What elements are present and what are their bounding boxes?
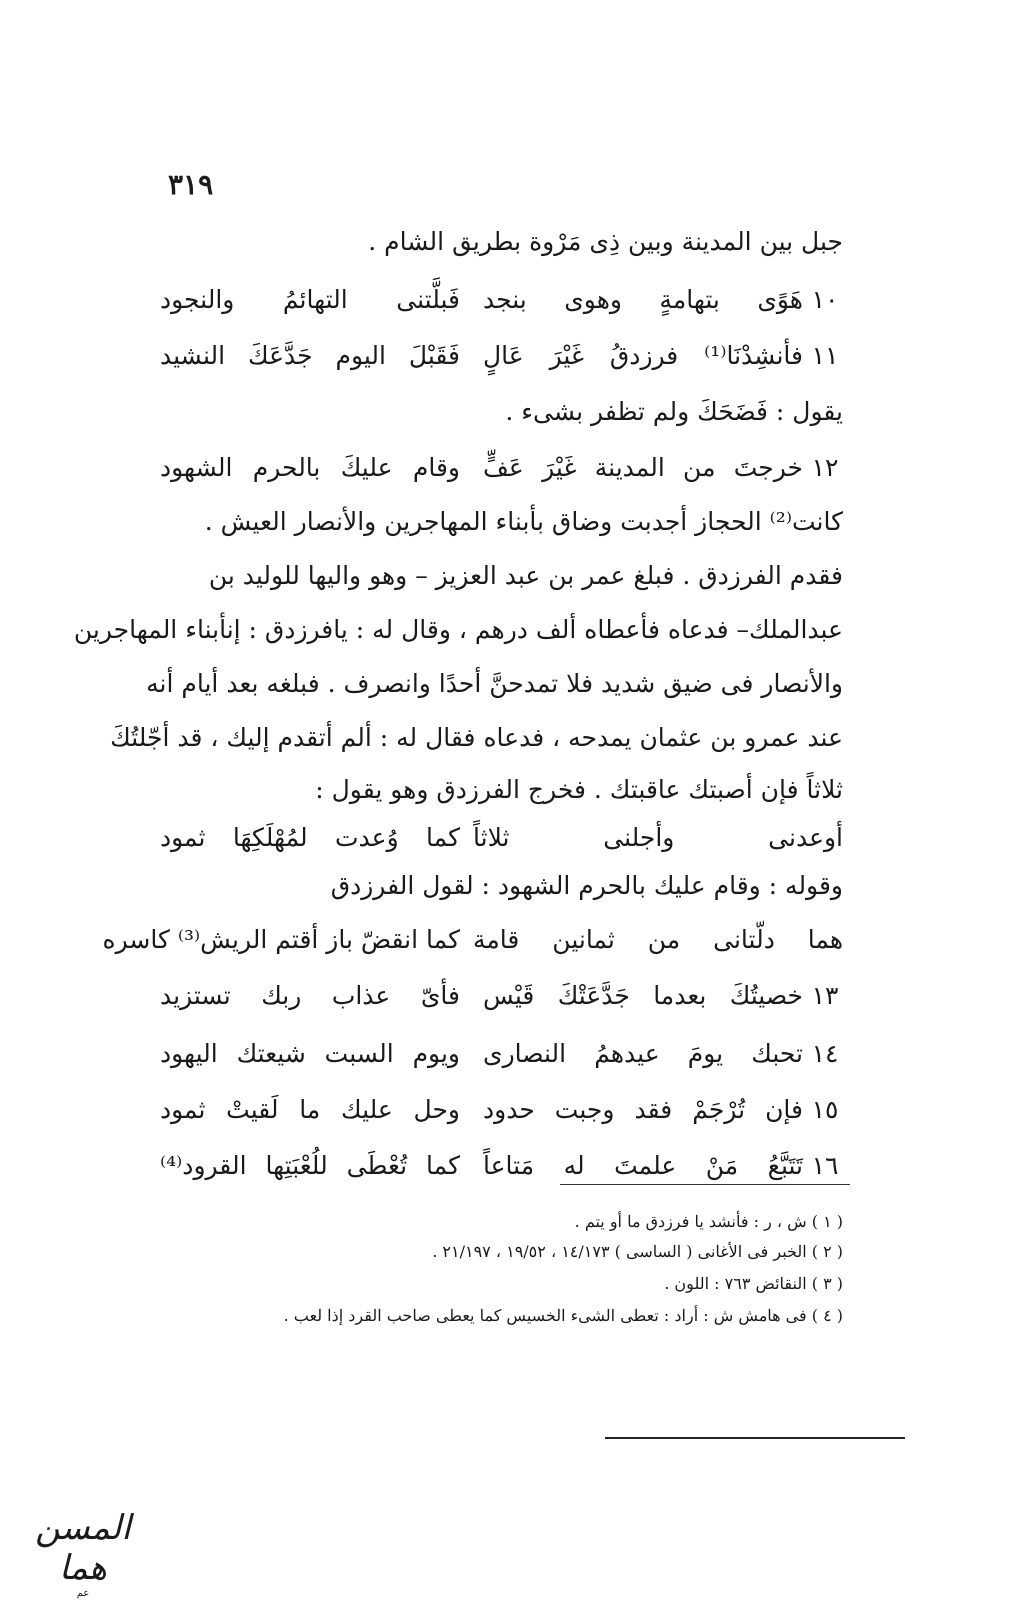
verse-first-hemistich: خرجتَ من المدينة غَيْرَ عَفٍّ [483, 453, 803, 482]
verse-second-hemistich: فأىّ عذاب ربك تستزيد [160, 981, 460, 1010]
verse-number: ١٠ [811, 285, 839, 314]
prose-line: يقول : فَضَحَكَ ولم تظفر بشىء . [505, 397, 843, 426]
verse-first-hemistich: خصيتُكَ بعدما جَدَّعَتْكَ قَيْس [483, 981, 803, 1010]
verse-first-hemistich: تحبك يومَ عيدهمُ النصارى [483, 1039, 803, 1068]
prose-line: والأنصار فى ضيق شديد فلا تمدحنَّ أحدًا وانصرف . فبلغه بعد أيام أنه [146, 669, 843, 698]
verse-first-hemistich: تَتَبَّعُ مَنْ علمتَ له مَتاعاً [483, 1151, 803, 1180]
verse-first-hemistich: فإن تُرْجَمْ فقد وجبت حدود [483, 1095, 803, 1124]
verse-number: ١٥ [811, 1095, 839, 1124]
stamp-main-text: المسن هما [35, 1508, 131, 1588]
verse-second-hemistich: وحل عليك ما لَقيتْ ثمود [160, 1095, 460, 1124]
verse-second-hemistich: كما وُعدت لمُهْلَكِهَا ثمود [160, 823, 460, 852]
verse-second-hemistich: فَقَبْلَ اليوم جَدَّعَكَ النشيد [160, 341, 460, 370]
verse-number: ١٢ [811, 453, 839, 482]
stamp-sub-text: عم [76, 1588, 90, 1599]
verse-underline [560, 1184, 850, 1185]
verse-second-hemistich: ويوم السبت شيعتك اليهود [160, 1039, 460, 1068]
prose-line: فقدم الفرزدق . فبلغ عمر بن عبد العزيز – وهو واليها للوليد بن [208, 561, 843, 590]
verse-line [160, 1090, 843, 1130]
footnote: ( ٤ ) فى هامش ش : أراد : تعطى الشىء الخسيس كما يعطى صاحب القرد إذا لعب . [283, 1306, 843, 1325]
verse-second-hemistich: فَبلَّتنى التهائمُ والنجود [160, 285, 460, 314]
prose-line: عند عمرو بن عثمان يمدحه ، فدعاه فقال له : ألم أتقدم إليك ، قد أجّلتُكَ [110, 723, 843, 752]
verse-first-hemistich: فأنشِدْنَا⁽¹⁾ فرزدقُ غَيْرَ عَالٍ [483, 341, 803, 370]
verse-line [160, 280, 843, 320]
prose-line: ثلاثاً فإن أصبتك عاقبتك . فخرج الفرزدق وهو يقول : [315, 775, 843, 804]
footnote: ( ٢ ) الخبر فى الأغانى ( الساسى ) ١٤/١٧٣ ، ١٩/٥٢ ، ٢١/١٩٧ . [432, 1242, 843, 1261]
footnote: ( ٣ ) النقائض ٧٦٣ : اللون . [664, 1274, 843, 1293]
prose-line: وقوله : وقام عليك بالحرم الشهود : لقول الفرزدق [330, 871, 843, 900]
verse-second-hemistich: وقام عليكَ بالحرم الشهود [160, 453, 460, 482]
prose-line: كانت⁽²⁾ الحجاز أجدبت وضاق بأبناء المهاجرين والأنصار العيش . [204, 507, 843, 536]
prose-line: عبدالملك– فدعاه فأعطاه ألف درهم ، وقال له : يافرزدق : إنأبناء المهاجرين [73, 615, 843, 644]
verse-line [160, 336, 843, 376]
verse-number: ١١ [811, 341, 839, 370]
verse-line [160, 1034, 843, 1074]
verse-line [160, 818, 843, 858]
verse-first-hemistich: هما دلّتانى من ثمانين قامة [473, 925, 843, 954]
verse-number: ١٦ [811, 1151, 839, 1180]
library-stamp [18, 1508, 148, 1599]
verse-number: ١٣ [811, 981, 839, 1010]
page-number: ٣١٩ [168, 168, 214, 201]
verse-line [160, 976, 843, 1016]
verse-number: ١٤ [811, 1039, 839, 1068]
verse-first-hemistich: أوعدنى وأجلنى ثلاثاً [473, 823, 843, 852]
prose-line: جبل بين المدينة وبين ذِى مَرْوة بطريق الشام . [368, 227, 843, 256]
verse-second-hemistich: كما تُعْطَى للُعْبَتِها القرود⁽⁴⁾ [160, 1151, 460, 1180]
verse-line [160, 1146, 843, 1186]
verse-line [160, 448, 843, 488]
footnote: ( ١ ) ش ، ر : فأنشد يا فرزدق ما أو يتم . [574, 1212, 843, 1231]
verse-first-hemistich: هَوًى بتهامةٍ وهوى بنجد [483, 285, 803, 314]
verse-line [102, 920, 843, 960]
verse-second-hemistich: كما انقضّ باز أقتم الريش⁽³⁾ كاسره [102, 925, 460, 954]
bottom-rule [605, 1437, 905, 1439]
